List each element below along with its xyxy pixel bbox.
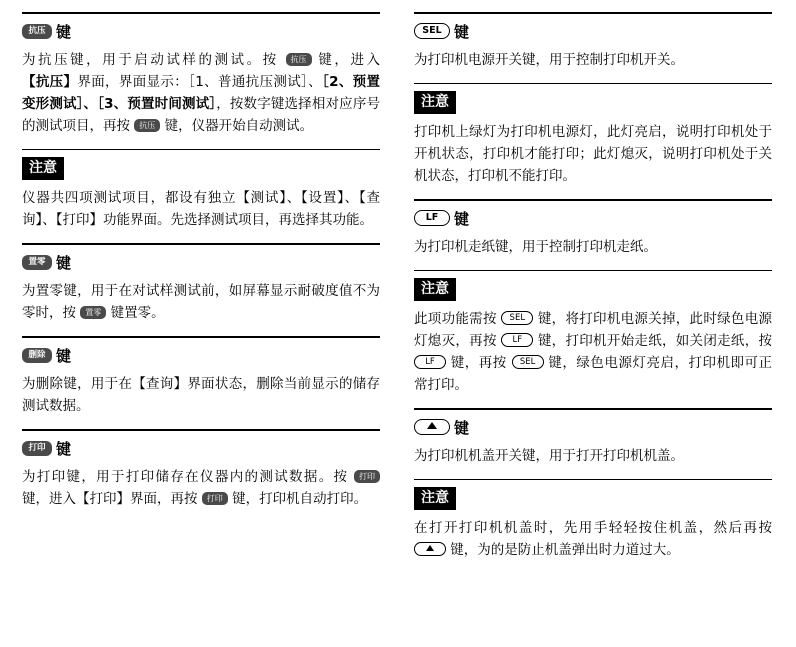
paragraph-cover: 为打印机机盖开关键，用于打开打印机机盖。 <box>414 448 684 464</box>
text-a: 为抗压键，用于启动试样的测试。按 <box>22 52 286 68</box>
cover-open-key-icon-inline <box>414 542 446 556</box>
sel-key-icon-inline: SEL <box>501 311 533 325</box>
zhiling-key-icon-inline: 置零 <box>80 306 106 319</box>
notice-cover <box>414 479 772 561</box>
text-b: 键，将打印机电源关掉，此时绿色电源灯熄灭，再按 <box>414 311 772 349</box>
section-heading-cover <box>414 417 772 439</box>
section-heading-sel <box>414 21 772 43</box>
section-heading-shanchu <box>22 345 380 367</box>
notice-label: 注意 <box>414 487 456 510</box>
text-a: 此项功能需按 <box>414 311 502 327</box>
text-a: 为置零键，用于在对试样测试前，如屏幕显示耐破度值不为零时，按 <box>22 283 380 321</box>
notice-lf <box>414 270 772 396</box>
dayin-key-icon: 打印 <box>22 441 52 456</box>
text-e: ［2、预置变形测试］、［3、预置时间测试］ <box>22 74 380 112</box>
sel-key-icon: SEL <box>414 23 450 39</box>
text-c: 键，打印机开始走纸，如关闭走纸，按 <box>533 333 772 349</box>
kangya-key-icon: 抗压 <box>22 24 52 39</box>
text-g: 键，仪器开始自动测试。 <box>160 118 314 134</box>
text-b: 键，进入【打印】界面，再按 <box>22 491 202 507</box>
text-a: 在打开打印机机盖时，先用手轻轻按住机盖，然后再按 <box>414 520 772 536</box>
section-divider <box>414 199 772 201</box>
text-e: 键，绿色电源灯亮启，打印机即可正常打印。 <box>414 355 772 393</box>
notice-label: 注意 <box>414 278 456 301</box>
lf-key-icon: LF <box>414 210 450 226</box>
cover-open-key-icon <box>414 419 450 435</box>
paragraph-sel: 为打印机电源开关键，用于控制打印机开关。 <box>414 52 684 68</box>
dayin-key-icon-inline-2: 打印 <box>202 492 228 505</box>
section-divider <box>22 12 380 14</box>
notice-label: 注意 <box>414 91 456 114</box>
notice-divider <box>414 270 772 271</box>
section-sel <box>414 12 772 187</box>
notice-sel <box>414 83 772 187</box>
section-heading-lf <box>414 208 772 230</box>
kangya-key-icon-inline-2: 抗压 <box>134 119 160 132</box>
notice-text: 打印机上绿灯为打印机电源灯，此灯亮启，说明打印机处于开机状态，打印机才能打印；此灯熄灭，说明打印机处于关机状态，打印机不能打印。 <box>414 124 772 184</box>
section-zhiling <box>22 243 380 324</box>
lf-key-icon-inline: LF <box>501 333 533 347</box>
heading-suffix: 键 <box>56 254 72 272</box>
heading-suffix: 键 <box>454 23 470 41</box>
notice-kangya <box>22 149 380 231</box>
notice-text <box>414 308 772 396</box>
section-lf <box>414 199 772 396</box>
section-dayin <box>22 429 380 510</box>
triangle-up-icon <box>427 422 437 429</box>
text-d: 界面，界面显示：［1、普通抗压测试］、 <box>77 74 322 90</box>
paragraph-kangya <box>22 49 380 137</box>
text-b: 键，为的是防止机盖弹出时力道过大。 <box>446 542 680 558</box>
text-c: 【抗压】 <box>22 74 78 90</box>
section-cover <box>414 408 772 561</box>
two-column-layout <box>22 12 774 647</box>
section-divider <box>414 408 772 410</box>
lf-key-icon-inline-2: LF <box>414 355 446 369</box>
text-b: 键，进入 <box>311 52 380 68</box>
paragraph-lf: 为打印机走纸键，用于控制打印机走纸。 <box>414 239 657 255</box>
section-divider <box>414 12 772 14</box>
notice-divider <box>414 83 772 84</box>
shanchu-key-icon: 删除 <box>22 348 52 363</box>
notice-divider <box>414 479 772 480</box>
heading-suffix: 键 <box>56 347 72 365</box>
section-heading-dayin <box>22 438 380 460</box>
kangya-key-icon-inline: 抗压 <box>286 53 312 66</box>
sel-key-icon-inline-2: SEL <box>512 355 544 369</box>
text-b: 键置零。 <box>106 305 165 321</box>
heading-suffix: 键 <box>56 440 72 458</box>
paragraph-shanchu: 为删除键，用于在【查询】界面状态，删除当前显示的储存测试数据。 <box>22 376 380 414</box>
dayin-key-icon-inline: 打印 <box>354 470 380 483</box>
heading-suffix: 键 <box>56 23 72 41</box>
zhiling-key-icon: 置零 <box>22 255 52 270</box>
triangle-up-icon <box>426 545 434 551</box>
notice-text: 仪器共四项测试项目，都设有独立【测试】、【设置】、【查询】、【打印】功能界面。先选择测试项目，再选择其功能。 <box>22 190 380 228</box>
section-divider <box>22 429 380 431</box>
section-heading-kangya <box>22 21 380 43</box>
notice-text <box>414 517 772 561</box>
heading-suffix: 键 <box>454 210 470 228</box>
paragraph-zhiling <box>22 280 380 324</box>
text-a: 为打印键，用于打印储存在仪器内的测试数据。按 <box>22 469 354 485</box>
heading-suffix: 键 <box>454 419 470 437</box>
section-divider <box>22 336 380 338</box>
right-column <box>414 12 772 647</box>
text-f: ，按数字键选择相对应序号的测试项目，再按 <box>22 96 380 134</box>
text-c: 键，打印机自动打印。 <box>227 491 368 507</box>
left-column <box>22 12 380 647</box>
text-d: 键，再按 <box>446 355 512 371</box>
section-shanchu <box>22 336 380 417</box>
section-divider <box>22 243 380 245</box>
notice-divider <box>22 149 380 150</box>
section-heading-zhiling <box>22 252 380 274</box>
section-kangya <box>22 12 380 231</box>
notice-label: 注意 <box>22 157 64 180</box>
paragraph-dayin <box>22 466 380 510</box>
